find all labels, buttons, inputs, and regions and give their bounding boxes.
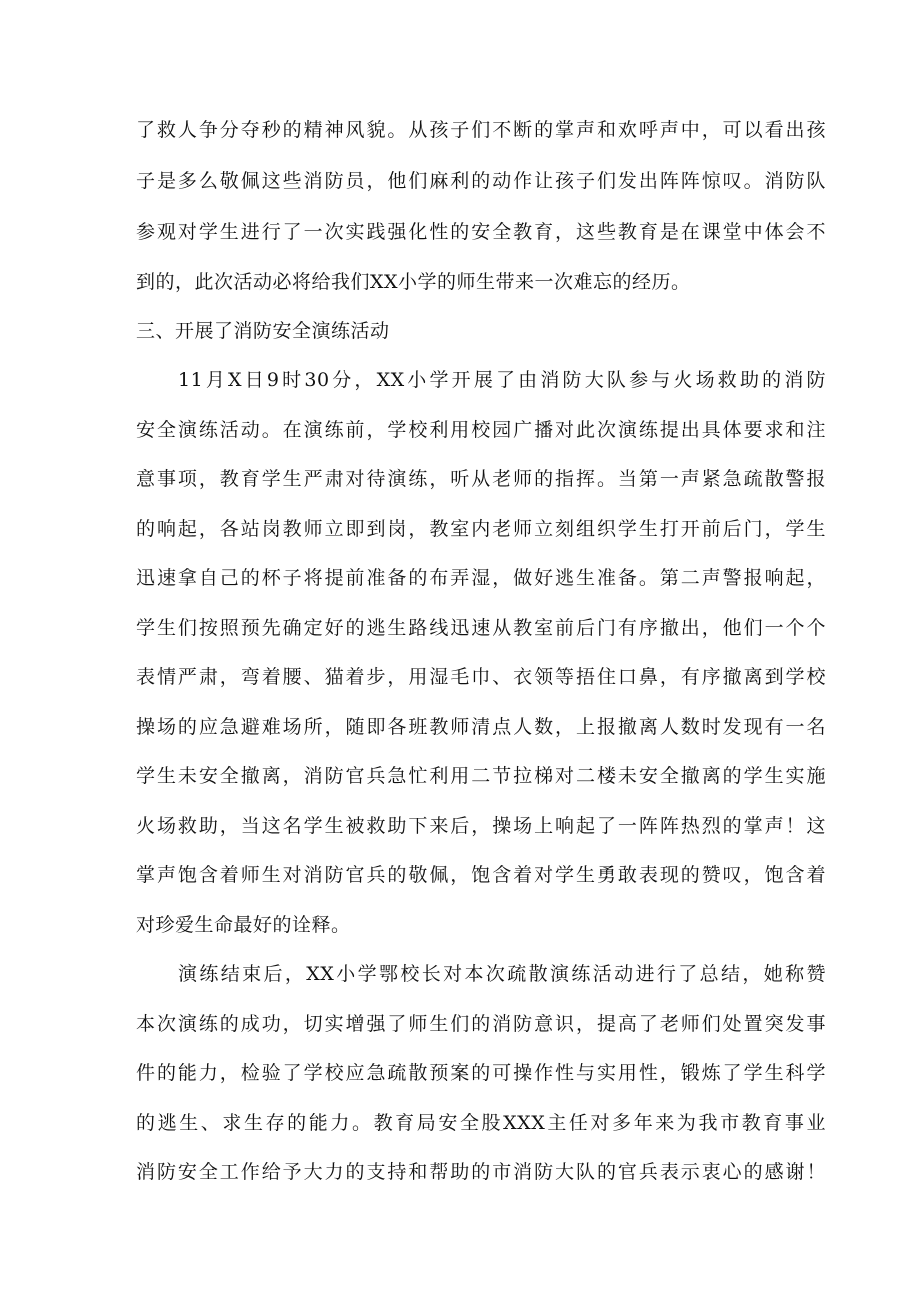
paragraph-3-line-2: 本次演练的成功，切实增强了师生们的消防意识，提高了老师们处置突发事	[136, 1013, 826, 1035]
paragraph-1-line-4: 到的，此次活动必将给我们XX小学的师生带来一次难忘的经历。	[136, 271, 691, 293]
paragraph-2-line-1: 11月X日9时30分，XX小学开展了由消防大队参与火场救助的消防	[178, 369, 826, 391]
paragraph-1-line-3: 参观对学生进行了一次实践强化性的安全教育，这些教育是在课堂中体会不	[136, 221, 826, 243]
paragraph-3-line-1: 演练结束后，XX小学鄂校长对本次疏散演练活动进行了总结，她称赞	[178, 963, 826, 985]
paragraph-2-line-11: 掌声饱含着师生对消防官兵的敬佩，饱含着对学生勇敢表现的赞叹，饱含着	[136, 864, 826, 886]
paragraph-2-line-8: 操场的应急避难场所，随即各班教师清点人数，上报撤离人数时发现有一名	[136, 716, 826, 738]
section-heading: 三、开展了消防安全演练活动	[136, 320, 390, 342]
paragraph-2-line-6: 学生们按照预先确定好的逃生路线迅速从教室前后门有序撤出，他们一个个	[136, 617, 826, 639]
paragraph-2-line-10: 火场救助，当这名学生被救助下来后，操场上响起了一阵阵热烈的掌声！这	[136, 815, 826, 837]
paragraph-2-line-7: 表情严肃，弯着腰、猫着步，用湿毛巾、衣领等捂住口鼻，有序撤离到学校	[136, 666, 826, 688]
paragraph-2-line-3: 意事项，教育学生严肃对待演练，听从老师的指挥。当第一声紧急疏散警报	[136, 468, 826, 490]
paragraph-2-line-5: 迅速拿自己的杯子将提前准备的布弄湿，做好逃生准备。第二声警报响起，	[136, 567, 826, 589]
paragraph-3-line-4: 的逃生、求生存的能力。教育局安全股XXX主任对多年来为我市教育事业	[136, 1112, 826, 1134]
paragraph-2-line-12: 对珍爱生命最好的诠释。	[136, 914, 351, 936]
paragraph-1-line-2: 子是多么敬佩这些消防员，他们麻利的动作让孩子们发出阵阵惊叹。消防队	[136, 170, 826, 192]
paragraph-2-line-2: 安全演练活动。在演练前，学校利用校园广播对此次演练提出具体要求和注	[136, 419, 826, 441]
paragraph-3-line-3: 件的能力，检验了学校应急疏散预案的可操作性与实用性，锻炼了学生科学	[136, 1062, 826, 1084]
paragraph-2-line-4: 的响起，各站岗教师立即到岗，教室内老师立刻组织学生打开前后门，学生	[136, 518, 826, 540]
paragraph-1-line-1: 了救人争分夺秒的精神风貌。从孩子们不断的掌声和欢呼声中，可以看出孩	[136, 119, 826, 141]
paragraph-3-line-5: 消防安全工作给予大力的支持和帮助的市消防大队的官兵表示衷心的感谢！	[136, 1161, 826, 1183]
paragraph-2-line-9: 学生未安全撤离，消防官兵急忙利用二节拉梯对二楼未安全撤离的学生实施	[136, 765, 826, 787]
